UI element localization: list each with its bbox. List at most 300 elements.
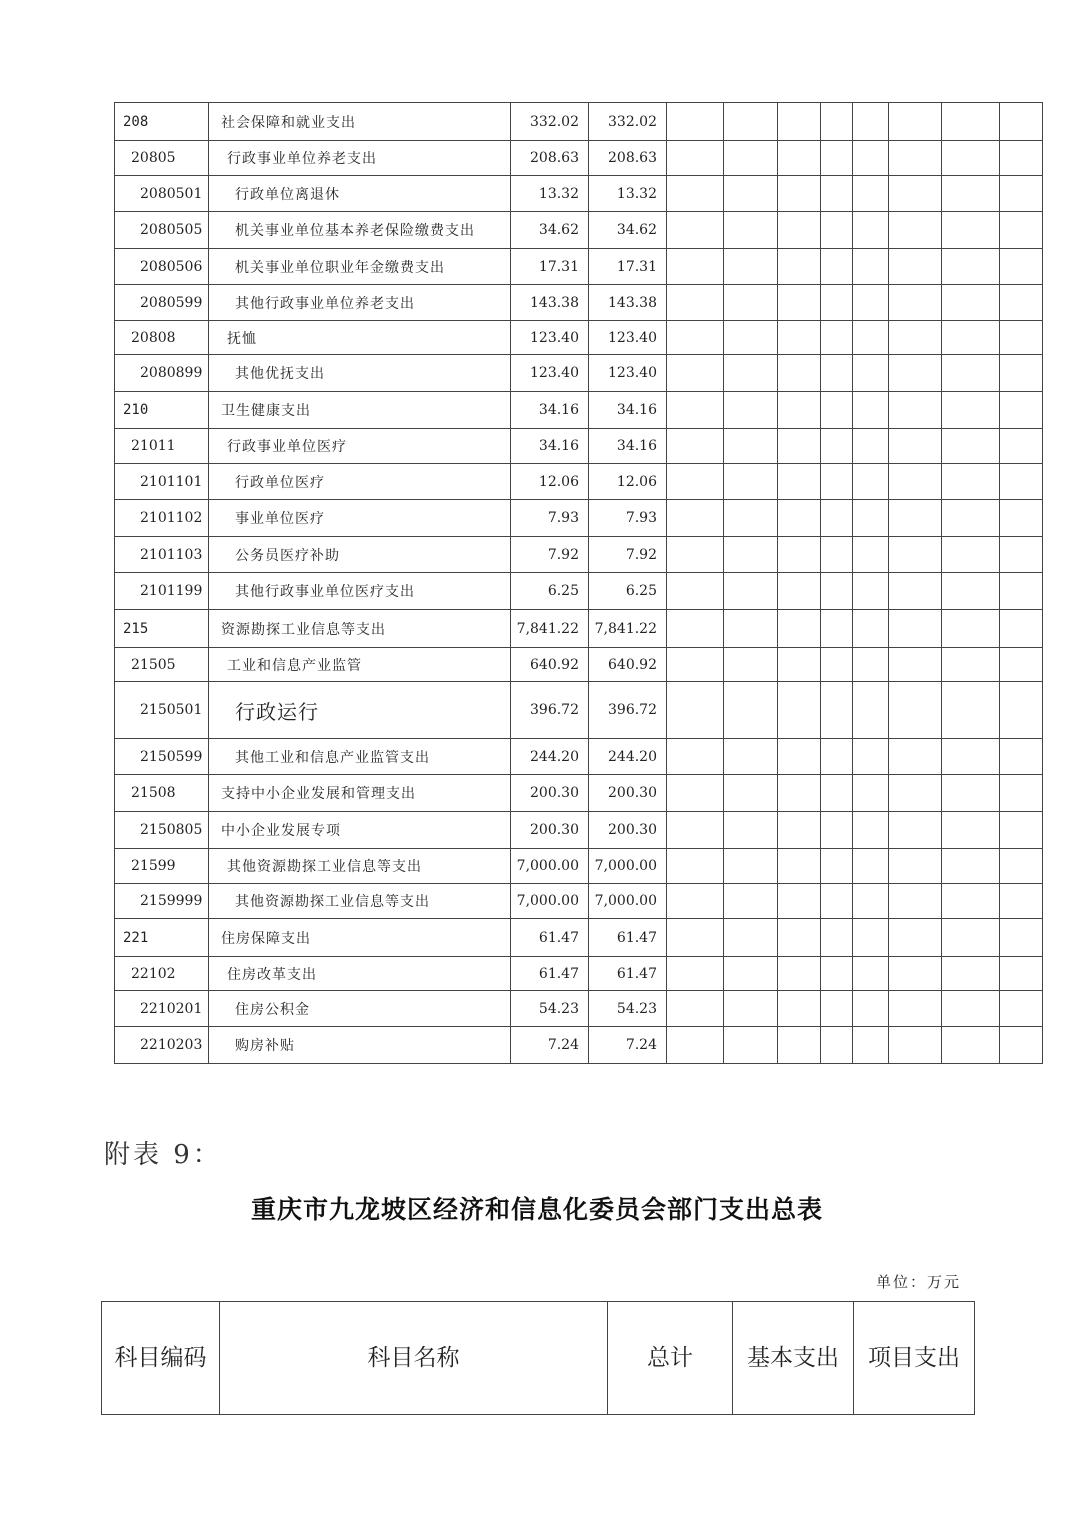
empty-cell: [889, 537, 942, 573]
row-total: 61.47: [511, 957, 589, 991]
empty-cell: [853, 884, 889, 919]
empty-cell: [942, 957, 1000, 991]
empty-cell: [778, 500, 821, 537]
empty-cell: [853, 176, 889, 212]
row-total: 7.93: [511, 500, 589, 537]
empty-cell: [778, 537, 821, 573]
row-name: 行政事业单位医疗: [209, 429, 511, 464]
empty-cell: [853, 682, 889, 739]
empty-cell: [942, 739, 1000, 775]
table-row: [115, 500, 1043, 537]
row-total: 143.38: [511, 285, 589, 321]
row-basic: 7.24: [589, 1027, 667, 1064]
empty-cell: [889, 884, 942, 919]
empty-cell: [889, 573, 942, 610]
empty-cell: [853, 355, 889, 392]
empty-cell: [942, 991, 1000, 1027]
row-name: 行政单位医疗: [209, 464, 511, 500]
row-basic: 208.63: [589, 141, 667, 176]
row-basic: 143.38: [589, 285, 667, 321]
empty-cell: [724, 991, 778, 1027]
empty-cell: [942, 1027, 1000, 1064]
empty-cell: [821, 392, 853, 429]
row-code: 208: [115, 103, 209, 141]
row-name: 机关事业单位基本养老保险缴费支出: [209, 212, 511, 249]
empty-cell: [1000, 648, 1043, 682]
empty-cell: [853, 919, 889, 957]
empty-cell: [724, 739, 778, 775]
row-name: 其他优抚支出: [209, 355, 511, 392]
row-basic: 34.16: [589, 429, 667, 464]
row-code: 2150599: [115, 739, 209, 775]
empty-cell: [821, 1027, 853, 1064]
empty-cell: [778, 991, 821, 1027]
empty-cell: [889, 141, 942, 176]
empty-cell: [667, 464, 724, 500]
empty-cell: [853, 212, 889, 249]
table-row: [115, 991, 1043, 1027]
empty-cell: [821, 957, 853, 991]
row-basic: 61.47: [589, 957, 667, 991]
empty-cell: [821, 355, 853, 392]
empty-cell: [1000, 212, 1043, 249]
empty-cell: [889, 991, 942, 1027]
empty-cell: [724, 392, 778, 429]
row-basic: 34.16: [589, 392, 667, 429]
row-code: 21508: [115, 775, 209, 812]
empty-cell: [1000, 682, 1043, 739]
empty-cell: [667, 884, 724, 919]
row-basic: 34.62: [589, 212, 667, 249]
header-code: 科目编码: [114, 1345, 207, 1371]
row-total: 17.31: [511, 249, 589, 285]
row-total: 7.24: [511, 1027, 589, 1064]
empty-cell: [778, 610, 821, 648]
row-code: 2210203: [115, 1027, 209, 1064]
empty-cell: [724, 429, 778, 464]
row-basic: 200.30: [589, 775, 667, 812]
row-basic: 54.23: [589, 991, 667, 1027]
row-name: 其他行政事业单位医疗支出: [209, 573, 511, 610]
empty-cell: [889, 775, 942, 812]
empty-cell: [1000, 176, 1043, 212]
table-row: [115, 537, 1043, 573]
empty-cell: [853, 573, 889, 610]
row-total: 7,841.22: [511, 610, 589, 648]
row-basic: 7,841.22: [589, 610, 667, 648]
empty-cell: [778, 355, 821, 392]
table-row: [115, 884, 1043, 919]
empty-cell: [667, 919, 724, 957]
empty-cell: [821, 176, 853, 212]
row-name: 其他资源勘探工业信息等支出: [209, 849, 511, 884]
empty-cell: [1000, 103, 1043, 141]
row-code: 2210201: [115, 991, 209, 1027]
empty-cell: [821, 775, 853, 812]
row-total: 396.72: [511, 682, 589, 739]
empty-cell: [853, 648, 889, 682]
empty-cell: [778, 957, 821, 991]
empty-cell: [821, 249, 853, 285]
empty-cell: [942, 321, 1000, 355]
empty-cell: [667, 321, 724, 355]
row-basic: 13.32: [589, 176, 667, 212]
row-basic: 396.72: [589, 682, 667, 739]
row-total: 7,000.00: [511, 849, 589, 884]
row-code: 2101101: [115, 464, 209, 500]
header-code-cell: [102, 1302, 220, 1415]
row-code: 20805: [115, 141, 209, 176]
row-total: 7,000.00: [511, 884, 589, 919]
row-code: 221: [115, 919, 209, 957]
table-row: [115, 573, 1043, 610]
row-total: 7.92: [511, 537, 589, 573]
row-name: 公务员医疗补助: [209, 537, 511, 573]
row-code: 210: [115, 392, 209, 429]
empty-cell: [942, 537, 1000, 573]
empty-cell: [778, 464, 821, 500]
empty-cell: [667, 682, 724, 739]
empty-cell: [667, 392, 724, 429]
empty-cell: [821, 573, 853, 610]
row-basic: 123.40: [589, 355, 667, 392]
empty-cell: [1000, 464, 1043, 500]
empty-cell: [942, 919, 1000, 957]
row-code: 215: [115, 610, 209, 648]
row-code: 2080505: [115, 212, 209, 249]
empty-cell: [942, 355, 1000, 392]
empty-cell: [667, 573, 724, 610]
empty-cell: [821, 682, 853, 739]
empty-cell: [889, 957, 942, 991]
empty-cell: [821, 500, 853, 537]
empty-cell: [724, 919, 778, 957]
empty-cell: [778, 682, 821, 739]
empty-cell: [724, 285, 778, 321]
empty-cell: [821, 812, 853, 849]
unit-label: 单位：万元: [876, 1273, 962, 1291]
row-name: 社会保障和就业支出: [209, 103, 511, 141]
empty-cell: [1000, 429, 1043, 464]
empty-cell: [724, 610, 778, 648]
empty-cell: [853, 812, 889, 849]
row-name: 中小企业发展专项: [209, 812, 511, 849]
empty-cell: [724, 212, 778, 249]
row-basic: 7,000.00: [589, 849, 667, 884]
row-code: 2150805: [115, 812, 209, 849]
empty-cell: [821, 321, 853, 355]
header-basic-cell: [733, 1302, 854, 1415]
empty-cell: [724, 957, 778, 991]
table-row: [115, 176, 1043, 212]
table-row: [115, 610, 1043, 648]
empty-cell: [889, 500, 942, 537]
table-row: [115, 1027, 1043, 1064]
empty-cell: [778, 919, 821, 957]
empty-cell: [821, 884, 853, 919]
row-total: 640.92: [511, 648, 589, 682]
row-name: 资源勘探工业信息等支出: [209, 610, 511, 648]
empty-cell: [853, 249, 889, 285]
row-code: 21505: [115, 648, 209, 682]
empty-cell: [821, 212, 853, 249]
empty-cell: [889, 321, 942, 355]
empty-cell: [889, 610, 942, 648]
table-row: [115, 285, 1043, 321]
empty-cell: [778, 321, 821, 355]
empty-cell: [778, 573, 821, 610]
page-title: 重庆市九龙坡区经济和信息化委员会部门支出总表: [250, 1195, 823, 1224]
empty-cell: [853, 464, 889, 500]
empty-cell: [667, 500, 724, 537]
empty-cell: [778, 739, 821, 775]
empty-cell: [667, 249, 724, 285]
empty-cell: [1000, 537, 1043, 573]
empty-cell: [778, 1027, 821, 1064]
empty-cell: [942, 249, 1000, 285]
empty-cell: [942, 103, 1000, 141]
empty-cell: [667, 355, 724, 392]
empty-cell: [889, 682, 942, 739]
row-total: 34.62: [511, 212, 589, 249]
table-row: [115, 739, 1043, 775]
empty-cell: [853, 775, 889, 812]
row-total: 200.30: [511, 775, 589, 812]
empty-cell: [724, 321, 778, 355]
empty-cell: [889, 176, 942, 212]
row-total: 61.47: [511, 919, 589, 957]
empty-cell: [667, 775, 724, 812]
empty-cell: [667, 103, 724, 141]
empty-cell: [853, 537, 889, 573]
empty-cell: [667, 739, 724, 775]
empty-cell: [942, 573, 1000, 610]
row-name: 其他资源勘探工业信息等支出: [209, 884, 511, 919]
row-basic: 7.92: [589, 537, 667, 573]
empty-cell: [942, 884, 1000, 919]
row-basic: 7.93: [589, 500, 667, 537]
row-code: 2159999: [115, 884, 209, 919]
row-name: 住房公积金: [209, 991, 511, 1027]
empty-cell: [667, 849, 724, 884]
empty-cell: [778, 775, 821, 812]
empty-cell: [942, 500, 1000, 537]
empty-cell: [667, 429, 724, 464]
empty-cell: [1000, 812, 1043, 849]
expenditure-detail-table: [114, 102, 1043, 1064]
table-row: [115, 141, 1043, 176]
empty-cell: [1000, 321, 1043, 355]
empty-cell: [853, 991, 889, 1027]
empty-cell: [942, 775, 1000, 812]
row-name: 机关事业单位职业年金缴费支出: [209, 249, 511, 285]
row-name: 卫生健康支出: [209, 392, 511, 429]
empty-cell: [778, 249, 821, 285]
row-basic: 332.02: [589, 103, 667, 141]
empty-cell: [889, 464, 942, 500]
row-basic: 640.92: [589, 648, 667, 682]
row-name: 行政单位离退休: [209, 176, 511, 212]
table-row: [115, 464, 1043, 500]
row-code: 2101102: [115, 500, 209, 537]
empty-cell: [724, 775, 778, 812]
row-basic: 200.30: [589, 812, 667, 849]
empty-cell: [1000, 849, 1043, 884]
empty-cell: [942, 464, 1000, 500]
row-code: 2080506: [115, 249, 209, 285]
empty-cell: [821, 610, 853, 648]
empty-cell: [1000, 991, 1043, 1027]
row-basic: 123.40: [589, 321, 667, 355]
empty-cell: [724, 1027, 778, 1064]
row-total: 34.16: [511, 429, 589, 464]
empty-cell: [724, 500, 778, 537]
row-total: 244.20: [511, 739, 589, 775]
empty-cell: [821, 464, 853, 500]
empty-cell: [853, 849, 889, 884]
empty-cell: [942, 849, 1000, 884]
empty-cell: [821, 648, 853, 682]
header-basic: 基本支出: [747, 1345, 839, 1371]
row-basic: 61.47: [589, 919, 667, 957]
empty-cell: [853, 392, 889, 429]
empty-cell: [1000, 141, 1043, 176]
row-code: 2080599: [115, 285, 209, 321]
row-basic: 12.06: [589, 464, 667, 500]
empty-cell: [889, 429, 942, 464]
row-code: 2080899: [115, 355, 209, 392]
table-row: [115, 648, 1043, 682]
empty-cell: [1000, 739, 1043, 775]
empty-cell: [724, 884, 778, 919]
empty-cell: [942, 285, 1000, 321]
empty-cell: [724, 464, 778, 500]
empty-cell: [889, 103, 942, 141]
empty-cell: [778, 285, 821, 321]
empty-cell: [942, 212, 1000, 249]
empty-cell: [778, 884, 821, 919]
empty-cell: [1000, 884, 1043, 919]
empty-cell: [821, 141, 853, 176]
empty-cell: [942, 812, 1000, 849]
table-row: [115, 355, 1043, 392]
empty-cell: [853, 141, 889, 176]
header-project: 项目支出: [868, 1345, 960, 1371]
row-name: 购房补贴: [209, 1027, 511, 1064]
empty-cell: [778, 103, 821, 141]
table-row: [115, 849, 1043, 884]
empty-cell: [667, 1027, 724, 1064]
empty-cell: [778, 849, 821, 884]
empty-cell: [724, 573, 778, 610]
empty-cell: [667, 648, 724, 682]
empty-cell: [1000, 355, 1043, 392]
row-name: 住房保障支出: [209, 919, 511, 957]
empty-cell: [1000, 957, 1043, 991]
empty-cell: [821, 919, 853, 957]
empty-cell: [942, 392, 1000, 429]
empty-cell: [667, 176, 724, 212]
row-total: 13.32: [511, 176, 589, 212]
empty-cell: [667, 610, 724, 648]
table-row: [115, 775, 1043, 812]
row-name: 行政运行: [209, 682, 511, 739]
empty-cell: [778, 141, 821, 176]
empty-cell: [821, 429, 853, 464]
empty-cell: [942, 141, 1000, 176]
row-code: 22102: [115, 957, 209, 991]
empty-cell: [1000, 500, 1043, 537]
row-basic: 7,000.00: [589, 884, 667, 919]
row-name: 其他工业和信息产业监管支出: [209, 739, 511, 775]
attachment-label: 附表 9：: [104, 1140, 222, 1170]
header-name-cell: [220, 1302, 608, 1415]
table-row: [115, 429, 1043, 464]
row-code: 20808: [115, 321, 209, 355]
empty-cell: [778, 648, 821, 682]
row-name: 支持中小企业发展和管理支出: [209, 775, 511, 812]
empty-cell: [724, 537, 778, 573]
row-code: 2150501: [115, 682, 209, 739]
empty-cell: [724, 682, 778, 739]
row-total: 6.25: [511, 573, 589, 610]
empty-cell: [821, 103, 853, 141]
empty-cell: [853, 610, 889, 648]
row-total: 54.23: [511, 991, 589, 1027]
empty-cell: [821, 991, 853, 1027]
empty-cell: [889, 355, 942, 392]
empty-cell: [853, 285, 889, 321]
row-total: 332.02: [511, 103, 589, 141]
row-total: 12.06: [511, 464, 589, 500]
empty-cell: [942, 610, 1000, 648]
empty-cell: [889, 212, 942, 249]
empty-cell: [889, 849, 942, 884]
empty-cell: [821, 285, 853, 321]
empty-cell: [667, 957, 724, 991]
row-total: 123.40: [511, 355, 589, 392]
table-row: [115, 682, 1043, 739]
empty-cell: [853, 1027, 889, 1064]
header-total-cell: [608, 1302, 733, 1415]
row-total: 34.16: [511, 392, 589, 429]
empty-cell: [1000, 1027, 1043, 1064]
table-row: [115, 212, 1043, 249]
empty-cell: [889, 648, 942, 682]
empty-cell: [667, 991, 724, 1027]
empty-cell: [889, 812, 942, 849]
row-code: 2101103: [115, 537, 209, 573]
empty-cell: [724, 176, 778, 212]
row-code: 21011: [115, 429, 209, 464]
empty-cell: [853, 500, 889, 537]
empty-cell: [667, 537, 724, 573]
table-row: [115, 321, 1043, 355]
empty-cell: [1000, 919, 1043, 957]
row-basic: 244.20: [589, 739, 667, 775]
empty-cell: [889, 919, 942, 957]
empty-cell: [821, 739, 853, 775]
row-total: 208.63: [511, 141, 589, 176]
row-name: 抚恤: [209, 321, 511, 355]
empty-cell: [724, 103, 778, 141]
table-row: [115, 392, 1043, 429]
empty-cell: [853, 429, 889, 464]
empty-cell: [1000, 285, 1043, 321]
row-basic: 17.31: [589, 249, 667, 285]
empty-cell: [667, 812, 724, 849]
empty-cell: [724, 648, 778, 682]
